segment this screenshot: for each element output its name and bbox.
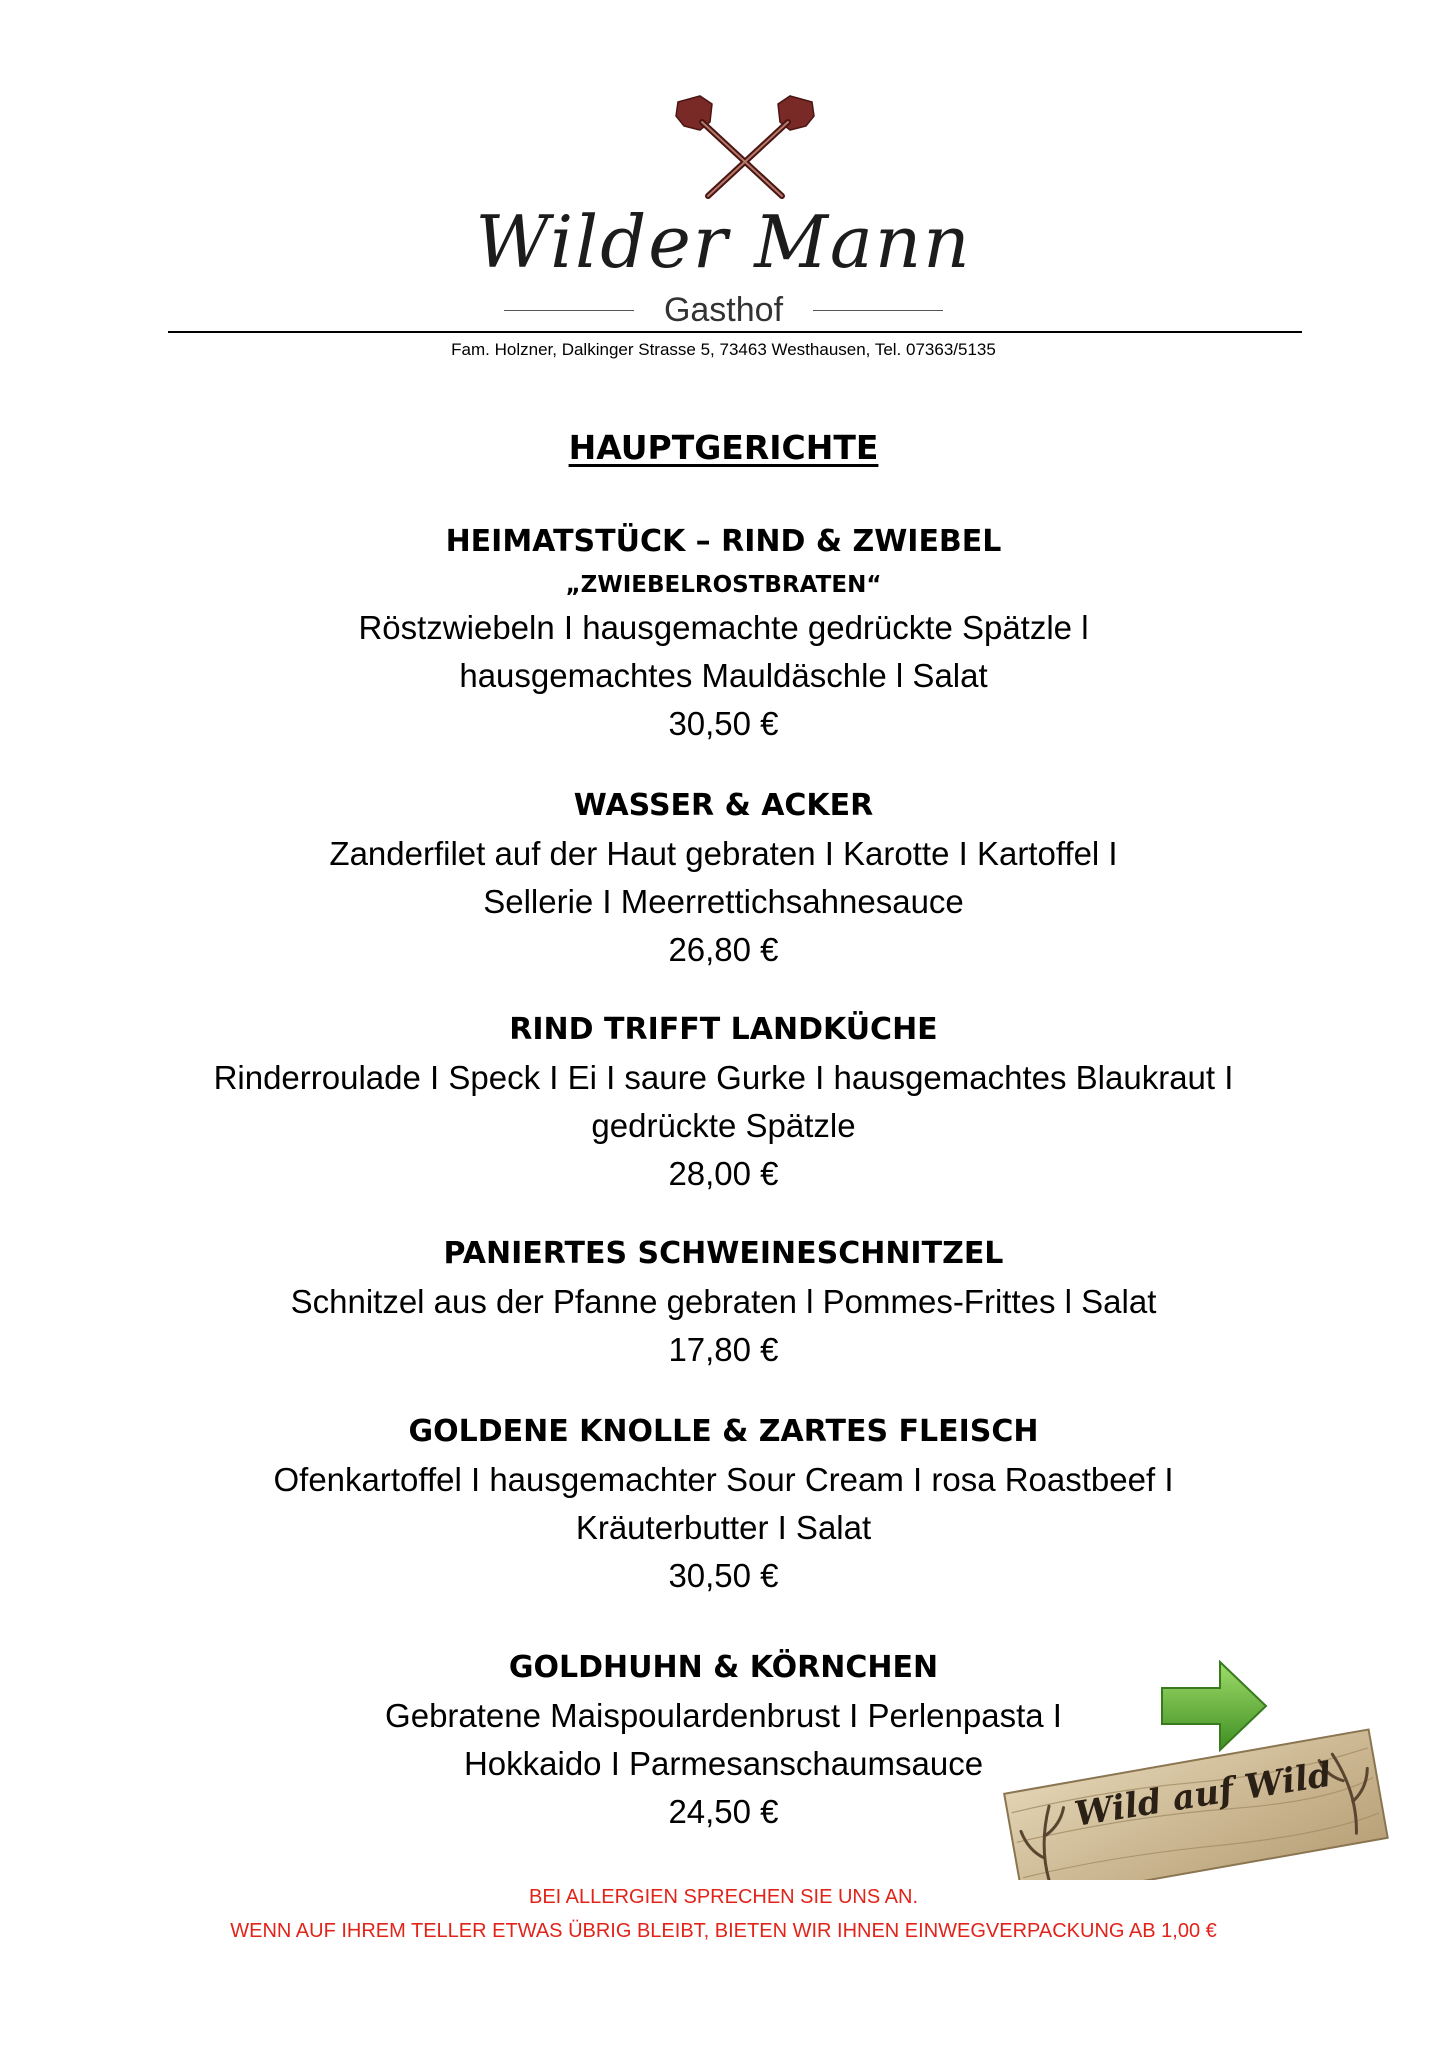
dish-description: gedrückte Spätzle	[591, 1107, 856, 1144]
footer-line: BEI ALLERGIEN SPRECHEN SIE UNS AN.	[528, 1886, 918, 1908]
dish-description: hausgemachtes Mauldäschle l Salat	[459, 657, 988, 694]
dish-description: Hokkaido I Parmesanschaumsauce	[463, 1745, 984, 1782]
dish-description: Rinderroulade I Speck I Ei I saure Gurke I hausgemachtes Blaukraut I	[213, 1059, 1234, 1096]
dish-item	[0, 1006, 1447, 1198]
dish-description: Gebratene Maispoulardenbrust I Perlenpasta I	[385, 1697, 1062, 1734]
dish-item	[0, 1408, 1447, 1600]
dish-description: Zanderfilet auf der Haut gebraten I Karotte I Kartoffel I	[329, 835, 1118, 872]
dish-description: Kräuterbutter I Salat	[575, 1509, 872, 1546]
dish-name: GOLDENE KNOLLE & ZARTES FLEISCH	[408, 1414, 1039, 1449]
allergy-notes	[0, 1880, 1447, 1948]
crossed-axes-icon	[670, 92, 820, 202]
dish-price: 28,00 €	[668, 1155, 779, 1192]
dish-item	[0, 1230, 1447, 1374]
dish-subname: „ZWIEBELROSTBRATEN“	[565, 572, 882, 598]
badge-label: Wild auf Wild	[1071, 1754, 1335, 1835]
header-rule	[168, 331, 1302, 333]
dish-price: 30,50 €	[668, 705, 779, 742]
dish-item	[0, 782, 1447, 974]
dish-description: Ofenkartoffel I hausgemachter Sour Cream I rosa Roastbeef I	[273, 1461, 1174, 1498]
divider	[504, 310, 634, 311]
dish-price: 24,50 €	[668, 1793, 779, 1830]
dish-name: WASSER & ACKER	[573, 788, 874, 823]
dish-name: GOLDHUHN & KÖRNCHEN	[508, 1650, 939, 1685]
wild-auf-wild-badge	[990, 1650, 1410, 1880]
dish-description: Sellerie I Meerrettichsahnesauce	[483, 883, 964, 920]
dish-price: 30,50 €	[668, 1557, 779, 1594]
section-title: HAUPTGERICHTE	[568, 428, 879, 467]
dish-description: Röstzwiebeln I hausgemachte gedrückte Spätzle l	[358, 609, 1089, 646]
dish-name: PANIERTES SCHWEINESCHNITZEL	[443, 1236, 1004, 1271]
brand-subtitle: Gasthof	[663, 290, 784, 329]
divider	[813, 310, 943, 311]
brand-subtitle-row	[0, 290, 1447, 330]
green-arrow-icon	[1162, 1662, 1266, 1750]
footer-line: WENN AUF IHREM TELLER ETWAS ÜBRIG BLEIBT, BIETEN WIR IHNEN EINWEGVERPACKUNG AB 1,00 €	[230, 1920, 1217, 1942]
brand-name: Wilder Mann	[475, 200, 972, 284]
address-line: Fam. Holzner, Dalkinger Strasse 5, 73463 Westhausen, Tel. 07363/5135	[451, 340, 996, 359]
dish-name: HEIMATSTÜCK – RIND & ZWIEBEL	[445, 524, 1002, 559]
dish-description: Schnitzel aus der Pfanne gebraten l Pommes-Frittes l Salat	[290, 1283, 1157, 1320]
dish-item	[0, 518, 1447, 748]
dish-price: 17,80 €	[668, 1331, 779, 1368]
dish-name: RIND TRIFFT LANDKÜCHE	[509, 1012, 938, 1047]
dish-price: 26,80 €	[668, 931, 779, 968]
